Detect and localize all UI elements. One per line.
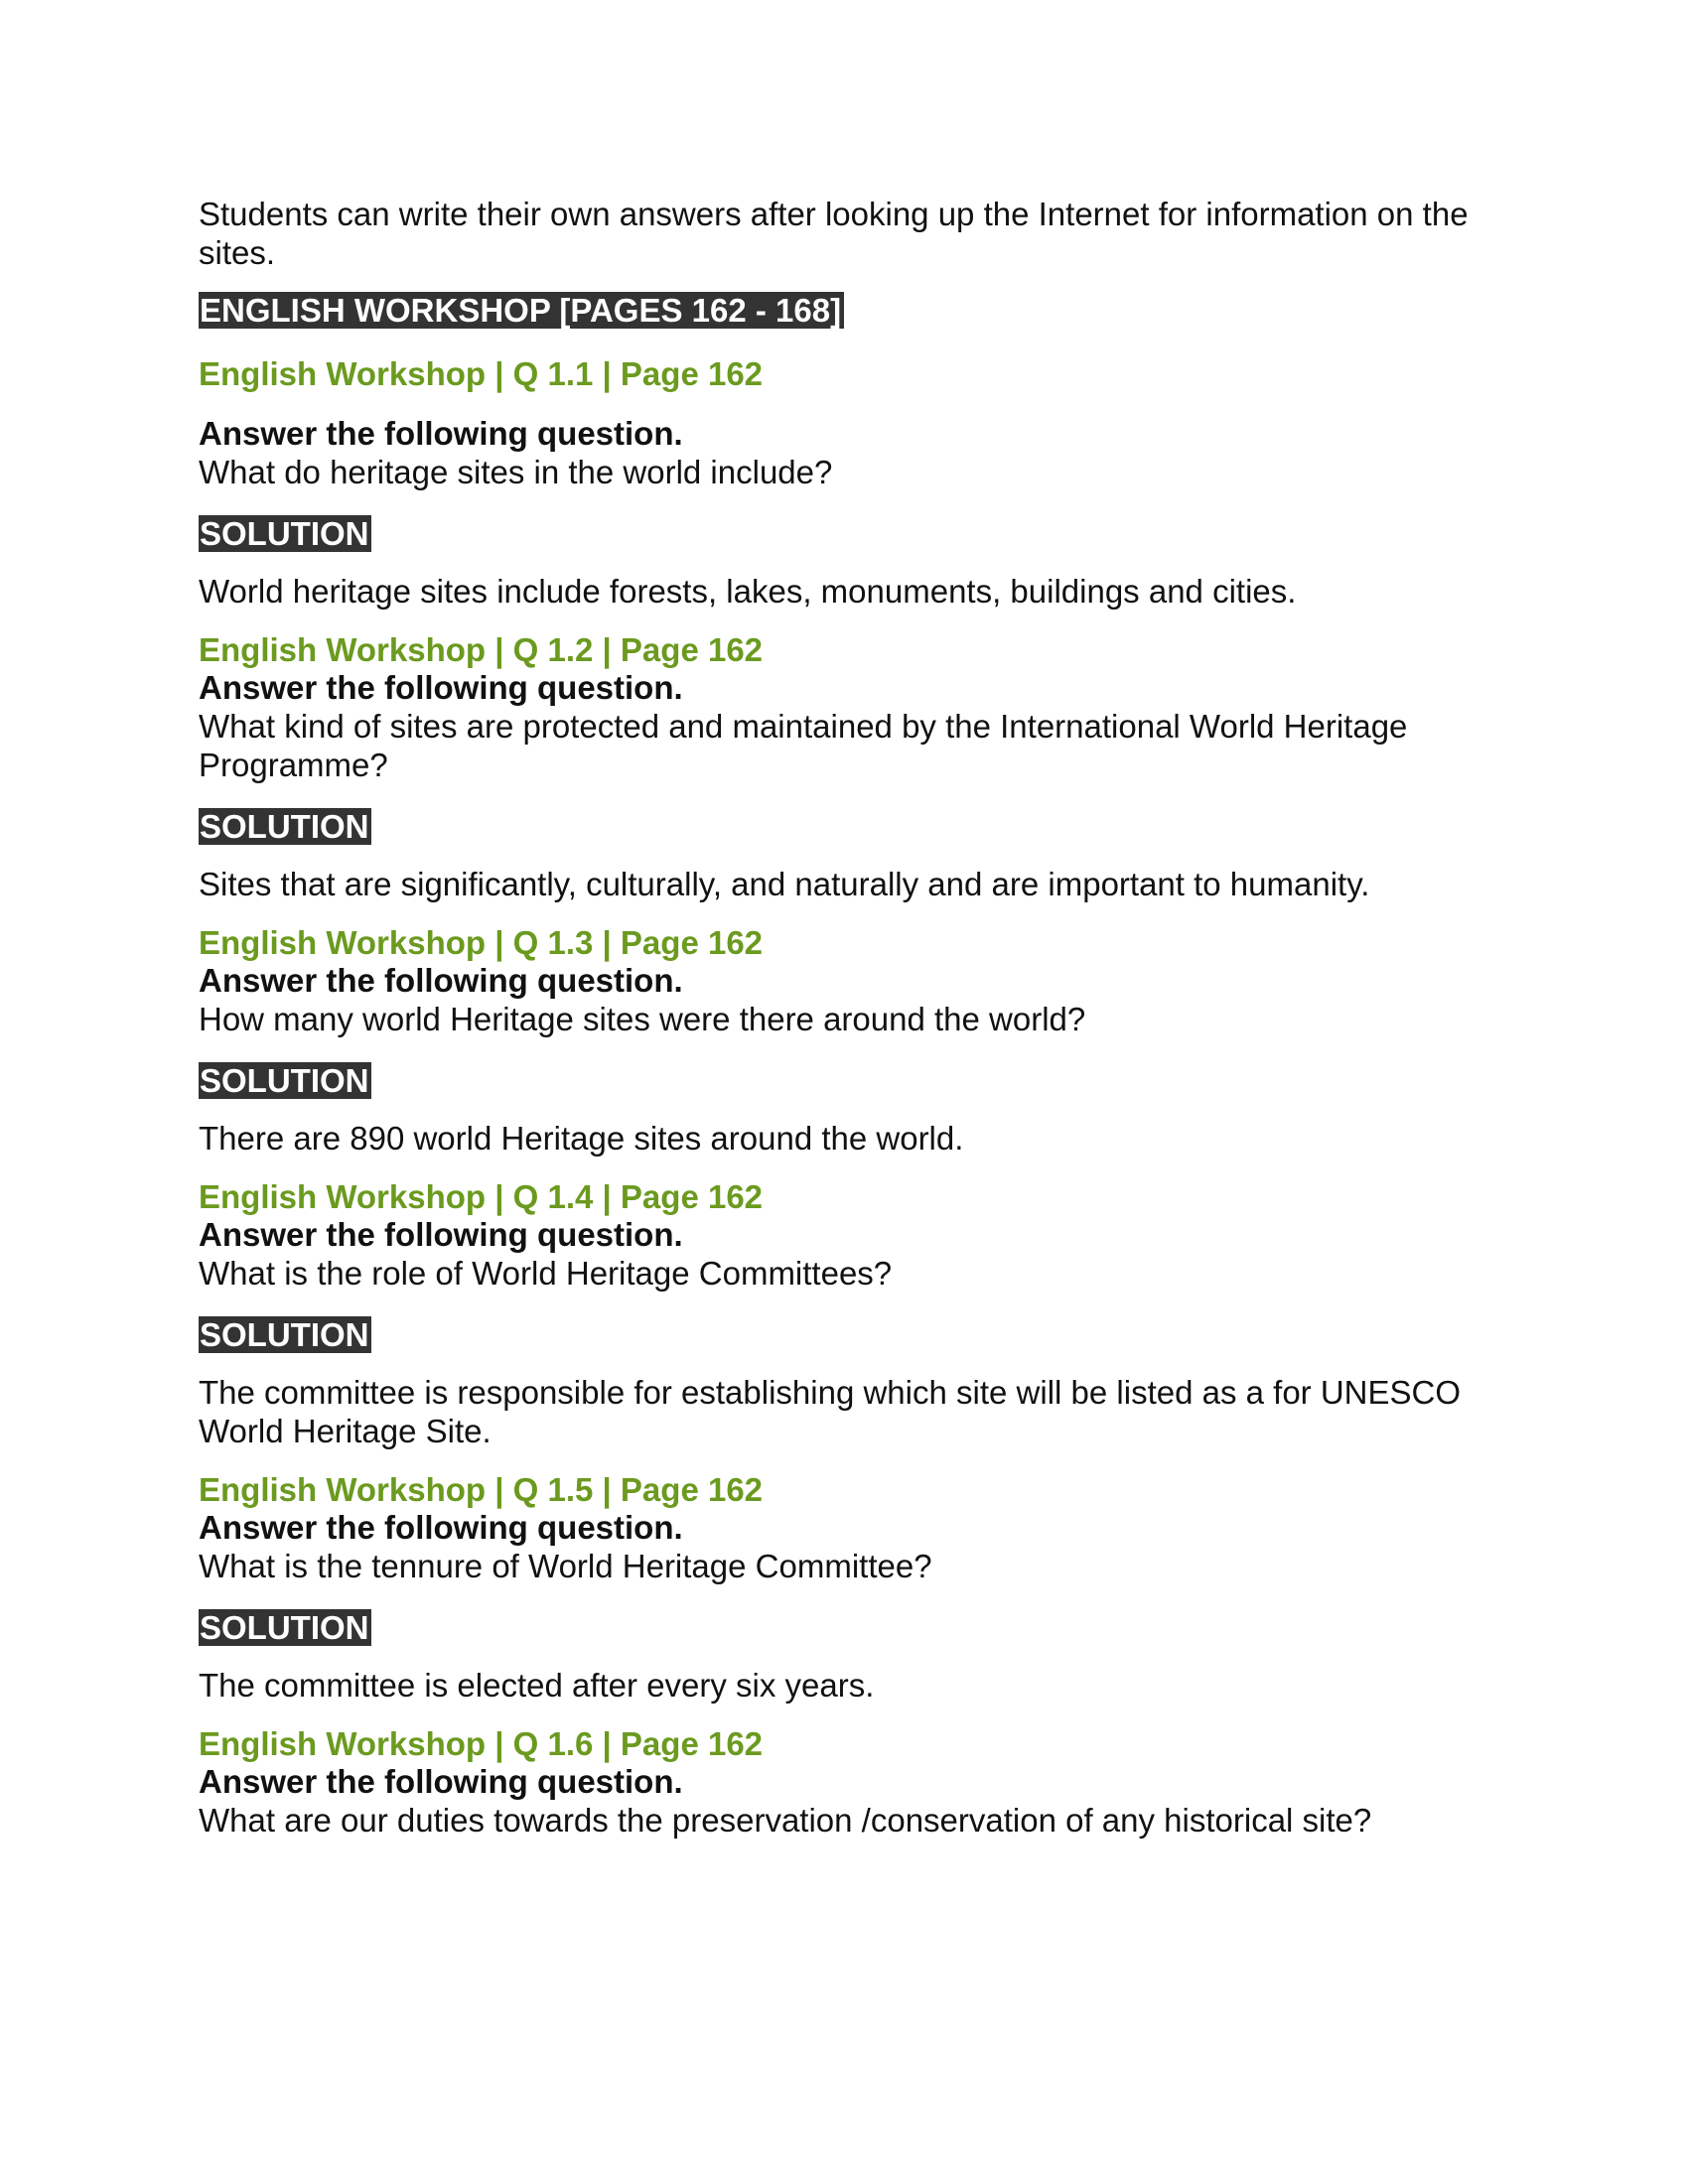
- question-title: English Workshop | Q 1.6 | Page 162: [199, 1725, 764, 1762]
- solution-label-row: [199, 1609, 1509, 1646]
- question-prompt: Answer the following question.: [199, 962, 683, 999]
- question-title: English Workshop | Q 1.1 | Page 162: [199, 355, 764, 392]
- question-text: What is the role of World Heritage Committees?: [199, 1255, 893, 1292]
- solution-text: The committee is elected after every six years.: [199, 1667, 875, 1704]
- question-block-1-1: [199, 354, 1509, 611]
- question-prompt: Answer the following question.: [199, 1763, 683, 1800]
- question-block-1-4: [199, 1177, 1509, 1450]
- solution-label: SOLUTION: [200, 1609, 369, 1646]
- intro-text: Students can write their own answers after looking up the Internet for information on the sites.: [199, 196, 1469, 271]
- question-prompt: Answer the following question.: [199, 1216, 683, 1253]
- solution-label: SOLUTION: [200, 515, 369, 552]
- section-header: ENGLISH WORKSHOP [PAGES 162 - 168]: [199, 292, 844, 329]
- question-prompt: Answer the following question.: [199, 1509, 683, 1546]
- question-text: What kind of sites are protected and maintained by the International World Heritage Programme?: [199, 708, 1408, 783]
- solution-label-row: [199, 1316, 1509, 1353]
- question-text: What do heritage sites in the world include?: [199, 454, 833, 490]
- question-prompt: Answer the following question.: [199, 415, 683, 452]
- question-title: English Workshop | Q 1.4 | Page 162: [199, 1178, 764, 1215]
- solution-label: SOLUTION: [200, 1062, 369, 1099]
- question-title: English Workshop | Q 1.5 | Page 162: [199, 1471, 764, 1508]
- solution-label: SOLUTION: [200, 808, 369, 845]
- question-block-1-2: [199, 630, 1509, 903]
- question-text: What are our duties towards the preservation /conservation of any historical site?: [199, 1802, 1372, 1839]
- question-title: English Workshop | Q 1.3 | Page 162: [199, 924, 764, 961]
- solution-text: Sites that are significantly, culturally, and naturally and are important to humanity.: [199, 866, 1370, 902]
- question-text: How many world Heritage sites were there around the world?: [199, 1001, 1086, 1037]
- solution-text: There are 890 world Heritage sites around the world.: [199, 1120, 964, 1157]
- question-block-1-3: [199, 923, 1509, 1158]
- solution-text: World heritage sites include forests, lakes, monuments, buildings and cities.: [199, 573, 1297, 610]
- solution-label: SOLUTION: [200, 1316, 369, 1353]
- question-block-1-5: [199, 1470, 1509, 1705]
- document-page: [199, 195, 1509, 1840]
- solution-label-row: [199, 1062, 1509, 1099]
- question-text: What is the tennure of World Heritage Committee?: [199, 1548, 932, 1584]
- solution-text: The committee is responsible for establishing which site will be listed as a for UNESCO World Heritage Site.: [199, 1374, 1462, 1449]
- question-title: English Workshop | Q 1.2 | Page 162: [199, 631, 764, 668]
- section-header-row: [199, 272, 1509, 329]
- question-prompt: Answer the following question.: [199, 669, 683, 706]
- question-block-1-6: [199, 1724, 1509, 1840]
- solution-label-row: [199, 808, 1509, 845]
- solution-label-row: [199, 515, 1509, 552]
